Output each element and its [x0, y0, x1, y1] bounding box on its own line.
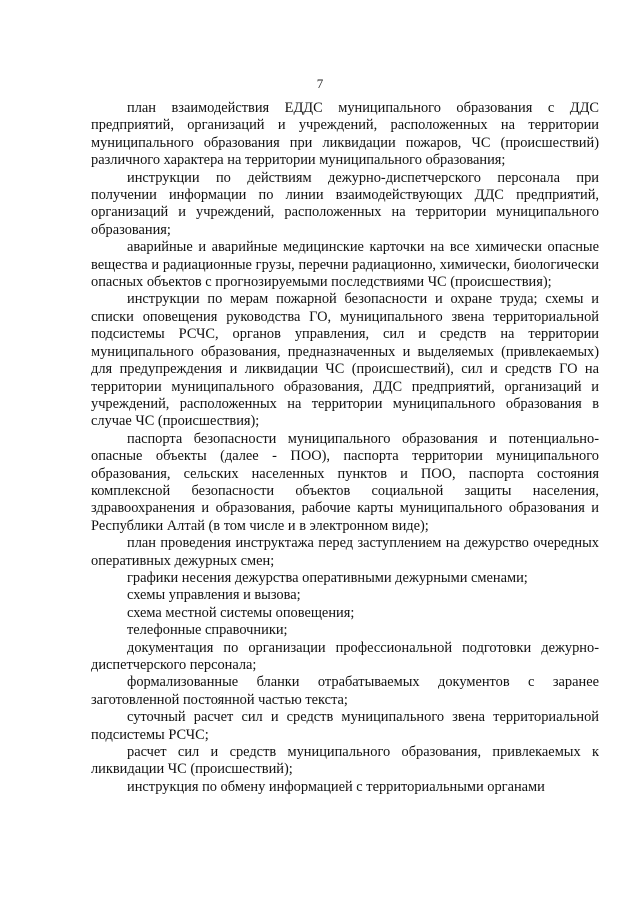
- paragraph-formalized-forms: формализованные бланки отрабатываемых документов с заранее заготовленной постоянной частью текста;: [91, 674, 599, 708]
- paragraph-briefing-plan: план проведения инструктажа перед заступлением на дежурство очередных оперативных дежурных смен;: [91, 535, 599, 569]
- paragraph-daily-forces-calculation: суточный расчет сил и средств муниципального звена территориальной подсистемы РСЧС;: [91, 709, 599, 743]
- paragraph-information-exchange: инструкция по обмену информацией с территориальными органами: [127, 778, 545, 795]
- paragraph-dispatcher-instructions: инструкции по действиям дежурно-диспетчерского персонала при получении информации по линии взаимодействующих ДДС предприятий, организаций и учреждений, расположенных на территории муниципального образования;: [91, 169, 599, 238]
- paragraph-safety-passports: паспорта безопасности муниципального образования и потенциально-опасные объекты (далее - ПОО), паспорта территории муниципального образования, сельских населенных пунктов и ПОО, паспорта состояния комплексной безопасности объектов социальной защиты населения, здравоохранения и образования, рабочие карты муниципального образования и Республики Алтай (в том числе и в электронном виде);: [91, 430, 599, 534]
- paragraph-duty-schedules: графики несения дежурства оперативными дежурными сменами;: [127, 569, 528, 586]
- paragraph-fire-safety-instructions: инструкции по мерам пожарной безопасности и охране труда; схемы и списки оповещения руководства ГО, муниципального звена территориальной подсистемы РСЧС, органов управления, сил и средств на территории муниципального образования, предназначенных и выделяемых (привлекаемых) для предупреждения и ликвидации ЧС (происшествий), сил и средств ГО на территории муниципального образования, ДДС предприятий, организаций и учреждений, расположенных на территории муниципального образования в случае ЧС (происшествия);: [91, 291, 599, 430]
- paragraph-control-schemes: схемы управления и вызова;: [127, 587, 301, 604]
- paragraph-forces-calculation: расчет сил и средств муниципального образования, привлекаемых к ликвидации ЧС (происшествий);: [91, 744, 599, 778]
- document-body: [91, 100, 599, 796]
- paragraph-interaction-plan: план взаимодействия ЕДДС муниципального образования с ДДС предприятий, организаций и учреждений, расположенных на территории муниципального образования при ликвидации пожаров, ЧС (происшествий) различного характера на территории муниципального образования;: [91, 100, 599, 169]
- paragraph-emergency-cards: аварийные и аварийные медицинские карточки на все химически опасные вещества и радиационные грузы, перечни радиационно, химически, биологически опасных объектов с прогнозируемыми последствиями ЧС (происшествия);: [91, 239, 599, 291]
- paragraph-training-documentation: документация по организации профессиональной подготовки дежурно-диспетчерского персонала;: [91, 639, 599, 673]
- paragraph-phone-directories: телефонные справочники;: [127, 622, 288, 639]
- paragraph-warning-system: схема местной системы оповещения;: [127, 604, 355, 621]
- page-number: 7: [316, 76, 324, 91]
